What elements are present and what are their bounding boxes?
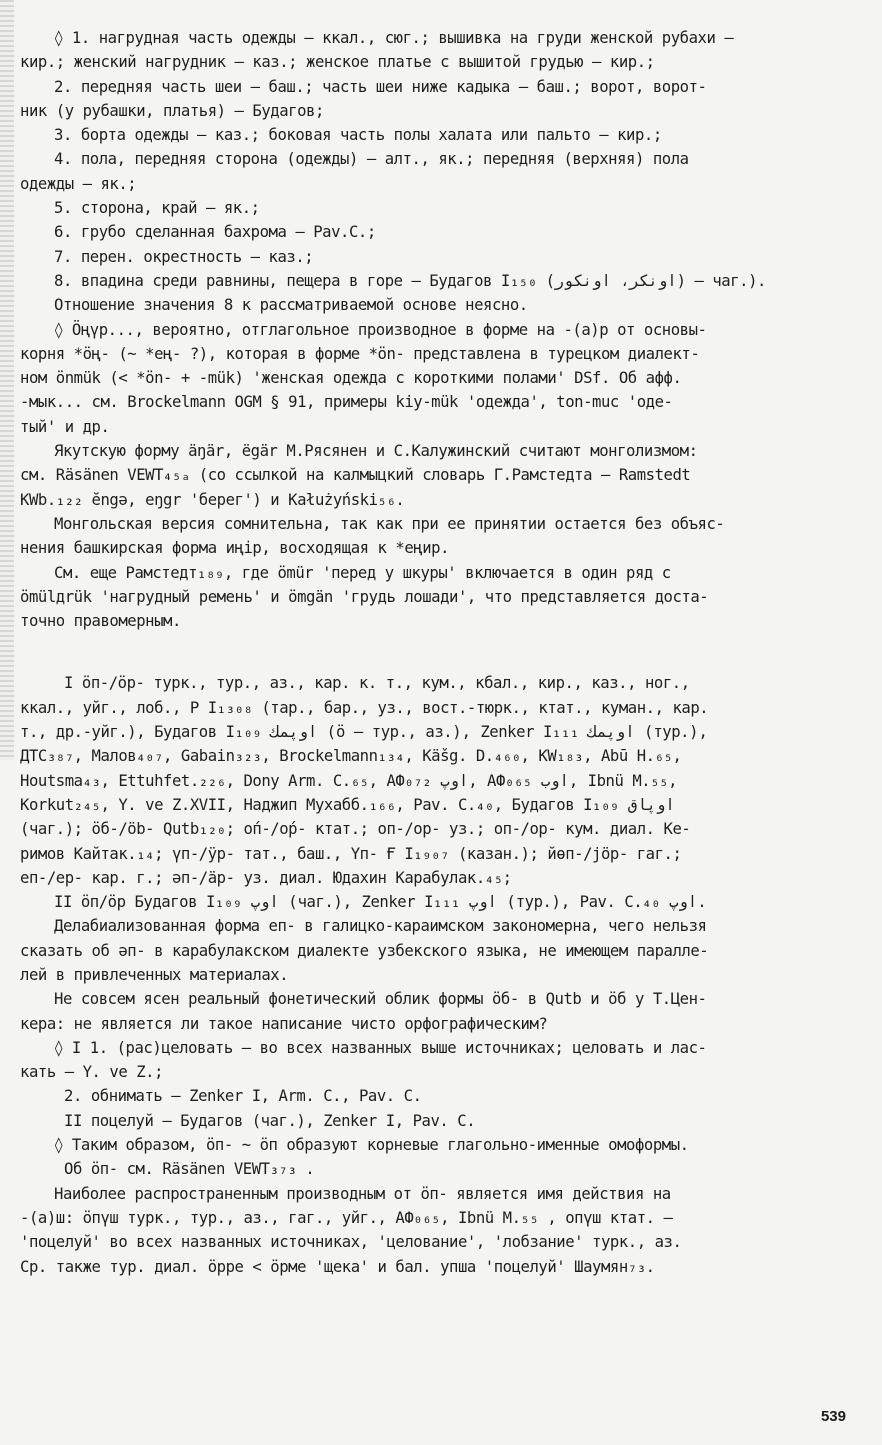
text-line: Не совсем ясен реальный фонетический облик формы ӧб- в Qutb и ӧб у Т.Цен-: [54, 990, 707, 1009]
text-line: Якутскую форму äŋär, ëgär М.Рясянен и С.Калужинский считают монголизмом:: [54, 442, 698, 461]
text-line: сказать об әп- в карабулакском диалекте узбекского языка, не имеющем паралле-: [20, 941, 709, 960]
text-line: 5. сторона, край – як.;: [54, 199, 260, 218]
text-line: лей в привлеченных материалах.: [20, 965, 289, 984]
text-line: Делабиализованная форма еп- в галицко-караимском закономерна, чего нельзя: [54, 917, 707, 936]
text-line: ◊ 1. нагрудная часть одежды – ккал., сюг.; вышивка на груди женской рубахи –: [54, 29, 734, 47]
text-line: ◊ I 1. (рас)целовать – во всех названных выше источниках; целовать и лас-: [54, 1038, 707, 1057]
text-line: ӧmülдrük 'нагрудный ремень' и ӧmgän 'грудь лошади', что представляется доста-: [20, 587, 709, 606]
text-line: (чаг.); ӧб-/öb- Qutb₁₂₀; оп́-/ор́- ктат.; оп-/ор- уз.; оп-/ор- кум. диал. Ке-: [20, 820, 691, 839]
text-line: Korkut₂₄₅, Y. ve Z.XVII, Наджип Мухабб.₁₆₆, Pav. C.₄₀, Будагов I₁₀₉ اوپاق: [20, 795, 675, 814]
text-line: Наиболее распространенным производным от ӧп- является имя действия на: [54, 1184, 671, 1203]
text-line: 3. борта одежды – каз.; боковая часть полы халата или пальто – кир.;: [54, 126, 662, 145]
text-line: 8. впадина среди равнины, пещера в горе – Будагов I₁₅₀ (اونكر، اونكور) – чаг.).: [54, 271, 766, 290]
text-line: Монгольская версия сомнительна, так как при ее принятии остается без объяс-: [54, 514, 725, 533]
text-line: ◊ Ӧңүр..., вероятно, отглагольное производное в форме на -(а)р от основы-: [54, 320, 707, 339]
text-line: ккал., уйг., лоб., Р I₁₃₀₈ (тар., бар., уз., вост.-тюрк., ктат., куман., кар.: [20, 698, 709, 717]
text-line: -(а)ш: ӧпүш турк., тур., аз., гаг., уйг., АФ₀₆₅, Ibnü M.₅₅ , опүш ктат. –: [20, 1208, 673, 1227]
text-line: кера: не является ли такое написание чисто орфографическим?: [20, 1014, 548, 1033]
text-line: кир.; женский нагрудник – каз.; женское платье с вышитой грудью – кир.;: [20, 53, 655, 72]
text-line: Отношение значения 8 к рассматриваемой основе неясно.: [54, 296, 528, 315]
text-line: KWb.₁₂₂ ӗngә, eŋgr 'берег') и Kałużyński₅₆.: [20, 490, 405, 509]
text-line: Houtsma₄₃, Ettuhfet.₂₂₆, Dony Arm. C.₆₅, АФ₀₇₂ اوپ, АФ₀₆₅ اوب, Ibnü M.₅₅,: [20, 771, 678, 790]
text-line: корня *ӧң- (~ *ең- ?), которая в форме *ӧn- представлена в турецком диалект-: [20, 344, 700, 363]
text-line: 4. пола, передняя сторона (одежды) – алт., як.; передняя (верхняя) пола: [54, 150, 689, 169]
text-line: II ӧп/ӧр Будагов I₁₀₉ اوپ (чаг.), Zenker I₁₁₁ اوپ (тур.), Pav. C.₄₀ اوپ.: [54, 893, 707, 912]
text-line: еп-/ер- кар. г.; әп-/äр- уз. диал. Юдахин Карабулак.₄₅;: [20, 868, 512, 887]
text-line: т., др.-уйг.), Будагов I₁₀₉ اوپمك (ӧ – тур., аз.), Zenker I₁₁₁ اوپمك (тур.),: [20, 723, 708, 742]
text-line: кать – Y. ve Z.;: [20, 1063, 164, 1082]
page-number: 539: [820, 1408, 846, 1425]
text-line: Ср. также тур. диал. ӧрре < ӧрме 'щека' и бал. упша 'поцелуй' Шаумян₇₃.: [20, 1257, 655, 1276]
text-line: См. еще Рамстедт₁₈₉, где ӧmür 'перед у шкуры' включается в один ряд с: [54, 563, 671, 582]
text-line: 7. перен. окрестность – каз.;: [54, 247, 314, 266]
text-line: 'поцелуй' во всех названных источниках, 'целование', 'лобзание' турк., аз.: [20, 1233, 682, 1252]
section-gap: [20, 633, 852, 671]
text-line: 6. грубо сделанная бахрома – Pav.C.;: [54, 223, 376, 242]
text-line: -мык... см. Brockelmann OGM § 91, примеры kiy-mük 'одежда', ton-muc 'оде-: [20, 393, 673, 412]
text-line: 2. передняя часть шеи – баш.; часть шеи ниже кадыка – баш.; ворот, ворот-: [54, 77, 707, 96]
text-line: ◊ Таким образом, ӧп- ~ ӧп образуют корневые глагольно-именные омоформы.: [54, 1136, 689, 1155]
text-line: 2. обнимать – Zenker I, Arm. C., Pav. C.: [64, 1087, 422, 1106]
entry-continuation-block: [20, 26, 852, 633]
text-line: ник (у рубашки, платья) – Будагов;: [20, 101, 324, 120]
text-line: тый' и др.: [20, 417, 110, 436]
text-line: нения башкирская форма иңір, восходящая к *еңир.: [20, 539, 450, 558]
entry-headword-line: I ӧп-/ӧр- турк., тур., аз., кар. к. т., кум., кбал., кир., каз., ног.,: [64, 674, 690, 693]
text-line: римов Кайтак.₁₄; үп-/ӱр- тат., баш., Үп- Ғ I₁₉₀₇ (казан.); йөп-/jöр- гаг.;: [20, 844, 682, 863]
text-line: ном ӧnmük (< *ӧn- + -mük) 'женская одежда с короткими полами' DSf. Об афф.: [20, 369, 682, 388]
text-line: II поцелуй – Будагов (чаг.), Zenker I, Pav. C.: [64, 1111, 476, 1130]
text-line: Об ӧп- см. Räsänen VEWT₃₇₃ .: [64, 1160, 315, 1179]
text-line: ДТС₃₈₇, Малов₄₀₇, Gabain₃₂₃, Brockelmann₁₃₄, Käšg. D.₄₆₀, KW₁₈₃, Abū H.₆₅,: [20, 747, 682, 766]
text-line: см. Räsänen VEWT₄₅ₐ (со ссылкой на калмыцкий словарь Г.Рамстедта – Ramstedt: [20, 466, 691, 485]
text-line: точно правомерным.: [20, 612, 181, 631]
entry-op-block: [20, 671, 852, 1278]
text-line: одежды – як.;: [20, 174, 137, 193]
